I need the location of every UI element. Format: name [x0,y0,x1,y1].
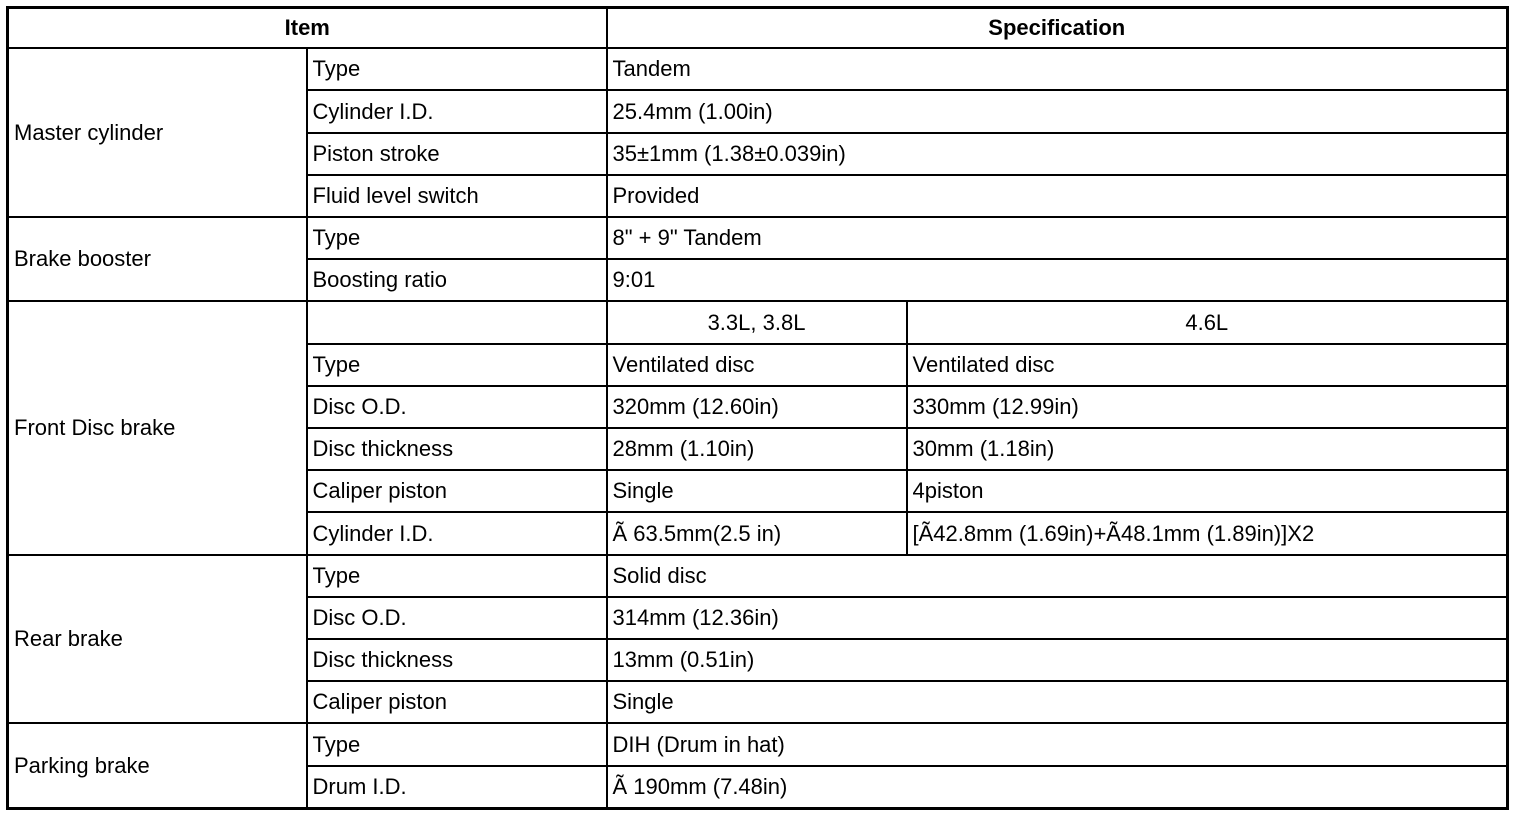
item-cell: Disc thickness [307,428,607,470]
table-row [8,301,1508,343]
value-cell: Tandem [607,48,1508,90]
item-cell: Caliper piston [307,681,607,723]
brake-specification-table [6,6,1509,810]
value-cell: Ã 63.5mm(2.5 in) [607,512,907,554]
item-cell: Type [307,344,607,386]
table-header-row [8,8,1508,49]
group-label-rear-brake: Rear brake [8,555,307,724]
value-cell: 13mm (0.51in) [607,639,1508,681]
item-cell: Type [307,555,607,597]
value-cell: Ã 190mm (7.48in) [607,766,1508,809]
item-cell: Type [307,217,607,259]
value-cell: 8" + 9" Tandem [607,217,1508,259]
group-label-front-disc-brake: Front Disc brake [8,301,307,554]
table-row [8,555,1508,597]
value-cell: 330mm (12.99in) [907,386,1508,428]
value-cell: 25.4mm (1.00in) [607,90,1508,132]
item-cell: Disc thickness [307,639,607,681]
group-label-brake-booster: Brake booster [8,217,307,301]
item-cell: Type [307,48,607,90]
table-row [8,48,1508,90]
value-cell: Solid disc [607,555,1508,597]
item-cell: Cylinder I.D. [307,512,607,554]
value-cell: 4piston [907,470,1508,512]
header-specification: Specification [607,8,1508,49]
item-cell: Cylinder I.D. [307,90,607,132]
header-item: Item [8,8,607,49]
value-cell: 314mm (12.36in) [607,597,1508,639]
value-cell: Provided [607,175,1508,217]
item-cell-empty [307,301,607,343]
value-cell: Ventilated disc [607,344,907,386]
item-cell: Caliper piston [307,470,607,512]
group-label-master-cylinder: Master cylinder [8,48,307,217]
column-header-engine-1: 3.3L, 3.8L [607,301,907,343]
item-cell: Disc O.D. [307,386,607,428]
value-cell: Single [607,470,907,512]
value-cell: Ventilated disc [907,344,1508,386]
value-cell: 30mm (1.18in) [907,428,1508,470]
item-cell: Boosting ratio [307,259,607,301]
value-cell: 35±1mm (1.38±0.039in) [607,133,1508,175]
group-label-parking-brake: Parking brake [8,723,307,808]
item-cell: Drum I.D. [307,766,607,809]
value-cell: 28mm (1.10in) [607,428,907,470]
item-cell: Type [307,723,607,765]
value-cell: 320mm (12.60in) [607,386,907,428]
item-cell: Piston stroke [307,133,607,175]
item-cell: Fluid level switch [307,175,607,217]
value-cell: DIH (Drum in hat) [607,723,1508,765]
table-row [8,723,1508,765]
value-cell: 9:01 [607,259,1508,301]
value-cell: Single [607,681,1508,723]
value-cell: [Ã42.8mm (1.69in)+Ã48.1mm (1.89in)]X2 [907,512,1508,554]
table-row [8,217,1508,259]
column-header-engine-2: 4.6L [907,301,1508,343]
item-cell: Disc O.D. [307,597,607,639]
